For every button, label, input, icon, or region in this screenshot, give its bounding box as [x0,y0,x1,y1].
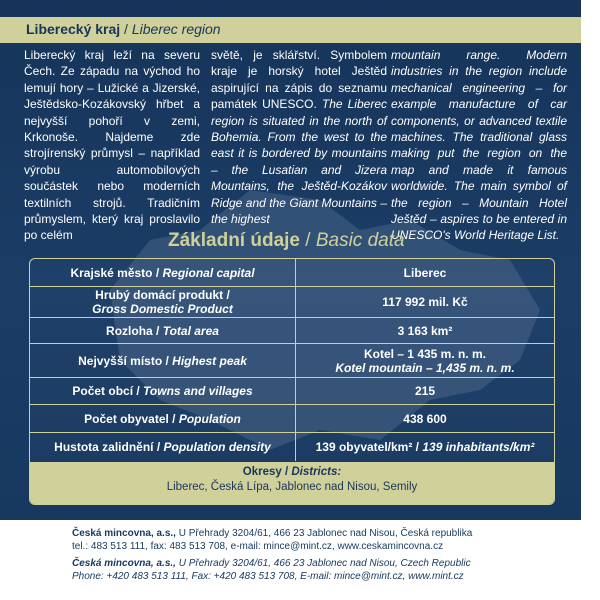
districts-label-en: Districts: [291,466,342,478]
intro-text-cz-end: světě, je sklářství. Symbolem kraje je horský hotel Ještěd aspirující na zápis do seznamu památek UNESCO. [211,48,387,112]
basic-data-title-en: Basic data [315,230,405,251]
districts-label-cz: Okresy / [242,466,292,478]
label-cz: Rozloha / [106,323,163,338]
row-value [296,318,554,343]
row-label [30,405,296,432]
table-row [30,259,554,287]
value-cz: 3 163 km² [397,323,453,338]
intro-text-en: The Liberec region is situated in the north of Bohemia. From the west to the east it is bordered by mountains – the Lusatian and Jizera Mountains, the Ještěd-Kozákov Ridge and the Giant Mountains – the highest [211,97,387,227]
table-row [30,378,554,405]
label-cz: Hustota zalidnění / [54,440,164,454]
row-value [296,259,554,286]
basic-data-title-separator: / [299,230,316,251]
value-cz: Kotel – 1 435 m. n. m. [363,346,487,361]
footer-company: Česká mincovna, a.s., [72,528,176,539]
intro-text-cz: Liberecký kraj leží na severu Čech. Ze západu na východ ho lemují hory – Lužické a Jizerské, Ještědsko-Kozákovský hřbet a nejvyšší pohoří v zemi, Krkonoše. Najdeme zde strojírenský průmysl – například výrobu automobilových součástek nebo moderních textilních strojů. Tradičním průmyslem, který kraj proslavilo po celém [24,48,200,243]
value-cz: 139 obyvatel/km² / [315,440,423,454]
row-label [30,433,296,461]
row-value [296,405,554,432]
table-row [30,405,554,433]
row-label [30,318,296,343]
districts-box [30,462,554,504]
row-label [30,287,296,317]
row-label [30,378,296,404]
value-cz: 215 [414,384,436,398]
row-value [296,344,554,377]
intro-column-2 [211,47,387,227]
region-title-cz: Liberecký kraj [26,21,121,37]
footer-contact: tel.: 483 513 111, fax: 483 513 708, e-mail: mince@mint.cz, www.ceskamincovna.cz [72,541,444,552]
region-title-en: Liberec region [131,21,221,37]
label-en: Gross Domestic Product [92,302,233,316]
footer-czech [72,527,592,553]
footer-contact: Phone: +420 483 513 111, Fax: +420 483 513 708, E-mail: mince@mint.cz, www.mint.cz [72,571,464,582]
footer-address: U Přehrady 3204/61, 466 23 Jablonec nad Nisou, Česká republika [175,528,473,539]
table-row [30,344,554,378]
row-label [30,259,296,286]
table-row [30,433,554,461]
basic-data-title [168,230,405,252]
districts-label [30,465,554,480]
label-en: Regional capital [162,265,255,280]
label-en: Population density [163,440,271,454]
intro-column-3 [391,47,567,244]
label-cz: Hrubý domácí produkt / [95,288,230,302]
table-row [30,318,554,344]
region-title [26,21,221,37]
label-cz: Krajské město / [70,265,163,280]
row-value [296,287,554,317]
districts-list: Liberec, Česká Lípa, Jablonec nad Nisou, Semily [166,481,418,493]
footer-address: U Přehrady 3204/61, 466 23 Jablonec nad Nisou, Czech Republic [175,558,471,569]
value-en: Kotel mountain – 1,435 m. n. m. [335,360,515,375]
label-cz: Nejvyšší místo / [78,353,173,368]
label-cz: Počet obyvatel / [84,411,179,426]
basic-data-title-cz: Základní údaje [168,230,300,251]
label-en: Population [178,411,241,426]
value-en: 139 inhabitants/km² [422,440,535,454]
label-en: Highest peak [172,353,247,368]
footer-company: Česká mincovna, a.s., [72,558,176,569]
intro-column-1 [24,47,200,244]
table-row [30,287,554,318]
footer-english [72,557,592,583]
value-cz: 438 600 [403,411,447,426]
basic-data-table [29,258,555,505]
row-value [296,433,554,461]
row-label [30,344,296,377]
intro-text-en-end: mountain range. Modern industries in the region include mechanical engineering – for example manufacture of car components, or advanced textile machines. The traditional glass making put the region on the map and made it famous worldwide. The main symbol of the region – Mountain Hotel Ještěd – aspires to be entered in UNESCO's World Heritage List. [391,48,567,243]
value-cz: Liberec [403,265,447,280]
region-title-separator: / [120,21,132,37]
label-cz: Počet obcí / [72,384,144,398]
row-value [296,378,554,404]
label-en: Towns and villages [143,384,253,398]
label-en: Total area [162,323,219,338]
value-cz: 117 992 mil. Kč [382,295,468,309]
